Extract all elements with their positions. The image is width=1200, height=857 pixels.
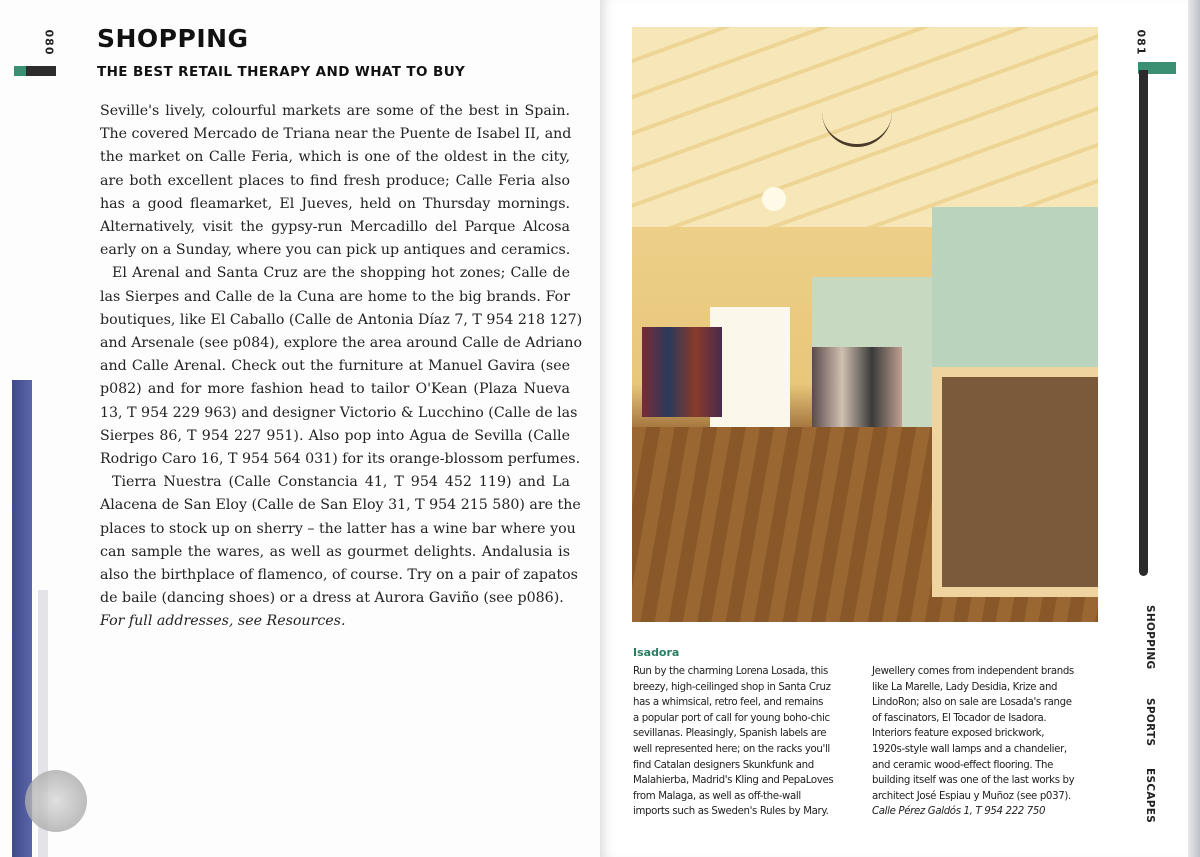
watermark-logo — [25, 770, 87, 832]
body-line: p082) and for more fashion head to tailor O'Kean (Plaza Nueva — [100, 381, 570, 398]
body-line: and Arsenale (see p084), explore the area around Calle de Adriano — [100, 335, 583, 352]
caption-line: of fascinators, El Tocador de Isadora. — [872, 712, 1047, 724]
caption-line: Run by the charming Lorena Losada, this — [633, 666, 828, 677]
shop-interior-photo — [632, 27, 1098, 622]
body-line: For full addresses, see Resources. — [100, 613, 346, 630]
body-line: can sample the wares, as well as gourmet delights. Andalusia is — [100, 543, 570, 560]
caption-line: Calle Pérez Galdós 1, T 954 222 750 — [872, 806, 1046, 818]
book-edge — [1188, 0, 1200, 857]
caption-line: architect José Espiau y Muñoz (see p037). — [872, 790, 1071, 802]
caption-line: sevillanas. Pleasingly, Spanish labels are — [633, 728, 827, 740]
body-line: de baile (dancing shoes) or a dress at Aurora Gaviño (see p086). — [100, 590, 564, 607]
body-line: The covered Mercado de Triana near the Puente de Isabel II, and — [100, 126, 572, 143]
caption-line: from Malaga, as well as off-the-wall — [633, 790, 801, 802]
body-line: Alacena de San Eloy (Calle de San Eloy 31, T 954 215 580) are the — [100, 497, 581, 514]
page-number-right: 081 — [1134, 29, 1148, 56]
page-title: SHOPPING — [97, 24, 249, 53]
body-line: are both excellent places to find fresh produce; Calle Feria also — [100, 172, 570, 189]
caption-line: a popular port of call for young boho-chic — [633, 712, 830, 724]
caption-line: like La Marelle, Lady Desidia, Krize and — [872, 681, 1058, 693]
body-line: has a good fleamarket, El Jueves, held on Thursday mornings. — [100, 195, 570, 212]
caption-line: 1920s-style wall lamps and a chandelier, — [872, 743, 1067, 755]
body-line: El Arenal and Santa Cruz are the shopping hot zones; Calle de — [112, 265, 570, 282]
caption-line: and ceramic wood-effect flooring. The — [872, 759, 1054, 771]
body-line: 13, T 954 229 963) and designer Victorio & Lucchino (Calle de las — [100, 404, 578, 421]
body-line: Sierpes 86, T 954 227 951). Also pop into Agua de Sevilla (Calle — [100, 427, 570, 444]
tab-sports: SPORTS — [1144, 698, 1156, 747]
body-line: the market on Calle Feria, which is one of the oldest in the city, — [100, 149, 570, 166]
caption-line: Jewellery comes from independent brands — [872, 666, 1074, 677]
body-line: early on a Sunday, where you can pick up antiques and ceramics. — [100, 242, 571, 259]
caption-line: breezy, high-ceilinged shop in Santa Cruz — [633, 681, 831, 693]
page-subtitle: THE BEST RETAIL THERAPY AND WHAT TO BUY — [97, 64, 466, 80]
tab-escapes: ESCAPES — [1144, 768, 1156, 824]
caption-line: find Catalan designers Skunkfunk and — [633, 759, 814, 771]
section-bar — [1139, 70, 1148, 576]
body-line: Rodrigo Caro 16, T 954 564 031) for its orange-blossom perfumes. — [100, 451, 581, 468]
caption-line: has a whimsical, retro feel, and remains — [633, 697, 824, 709]
body-line: las Sierpes and Calle de la Cuna are home to the big brands. For — [100, 288, 570, 305]
page-number-left: 080 — [42, 29, 56, 56]
caption-title: Isadora — [633, 646, 680, 659]
section-marker — [14, 66, 56, 76]
caption-line: LindoRon; also on sale are Losada's range — [872, 697, 1072, 709]
caption-line: imports such as Sweden's Rules by Mary. — [633, 806, 829, 818]
caption-line: Malahierba, Madrid's Kling and PepaLoves — [633, 775, 834, 787]
body-line: places to stock up on sherry – the latter has a wine bar where you — [100, 520, 576, 537]
tab-shopping: SHOPPING — [1144, 605, 1156, 670]
body-text — [100, 100, 583, 634]
body-line: Alternatively, visit the gypsy-run Mercadillo del Parque Alcosa — [100, 219, 570, 236]
caption-column-1 — [633, 664, 861, 820]
body-line: Tierra Nuestra (Calle Constancia 41, T 954 452 119) and La — [112, 474, 570, 491]
body-line: and Calle Arenal. Check out the furniture at Manuel Gavira (see — [100, 358, 570, 375]
body-line: also the birthplace of flamenco, of course. Try on a pair of zapatos — [100, 567, 578, 584]
body-line: Seville's lively, colourful markets are some of the best in Spain. — [100, 103, 570, 119]
caption-line: Interiors feature exposed brickwork, — [872, 728, 1045, 740]
body-line: boutiques, like El Caballo (Calle de Antonia Díaz 7, T 954 218 127) — [100, 311, 583, 328]
caption-column-2 — [872, 664, 1100, 820]
caption-line: building itself was one of the last works by — [872, 775, 1075, 787]
caption-line: well represented here; on the racks you'll — [633, 743, 830, 755]
